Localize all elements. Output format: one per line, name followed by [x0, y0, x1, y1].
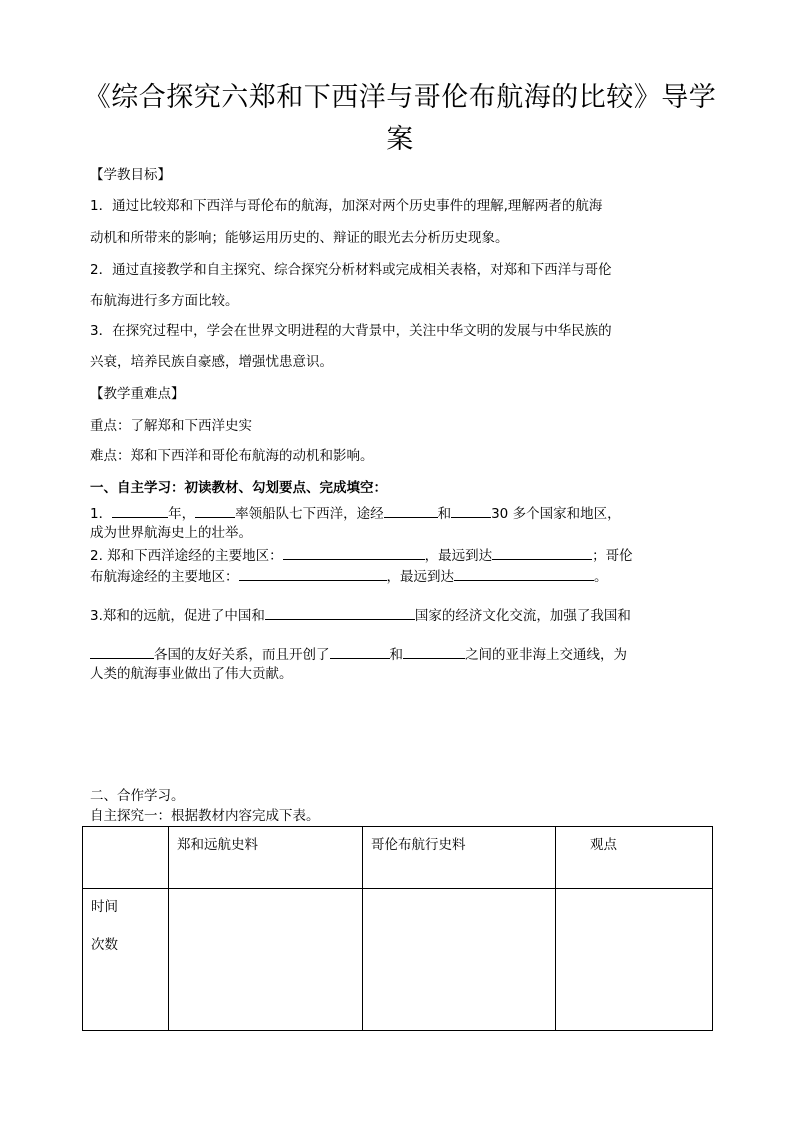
objective-2-line-1: 2．通过直接教学和自主探究、综合探究分析材料或完成相关表格，对郑和下西洋与哥伦 [90, 262, 612, 278]
objective-1-line-1: 1．通过比较郑和下西洋与哥伦布的航海，加深对两个历史事件的理解,理解两者的航海 [90, 198, 603, 214]
objective-3-line-2: 兴衰，培养民族自豪感，增强忧患意识。 [90, 354, 333, 370]
question-2-line-2 [90, 566, 608, 587]
objectives-heading: 【学教目标】 [90, 167, 171, 183]
q2-blank-zheng-regions[interactable] [283, 545, 425, 560]
q1-text-and: 和 [437, 506, 452, 522]
q2-text-f: 。 [594, 569, 608, 585]
row-label-time: 时间 [91, 899, 118, 915]
objective-3-line-1: 3．在探究过程中，学会在世界文明进程的大背景中，关注中华文明的发展与中华民族的 [90, 323, 612, 339]
question-3-line-3: 人类的航海事业做出了伟大贡献。 [90, 666, 293, 682]
section-2-subheading: 自主探究一：根据教材内容完成下表。 [90, 808, 320, 824]
question-3-line-2 [90, 644, 627, 665]
table-cell-zheng-he[interactable] [169, 889, 363, 1031]
table-header-columbus: 哥伦布航行史料 [363, 827, 556, 889]
q1-text-year: 年， [168, 506, 196, 522]
question-1-line-1 [90, 503, 621, 524]
table-header-corner [83, 827, 169, 889]
question-2-line-1 [90, 545, 633, 566]
q1-blank-region-2[interactable] [451, 503, 491, 518]
q2-blank-columbus-regions[interactable] [239, 566, 387, 581]
table-row [83, 889, 713, 1031]
objective-2-line-2: 布航海进行多方面比较。 [90, 293, 239, 309]
q2-text-b: ，最远到达 [424, 548, 493, 564]
q1-blank-person[interactable] [195, 503, 235, 518]
key-points-heading: 【教学重难点】 [90, 386, 185, 402]
q3-blank-place-2[interactable] [403, 644, 465, 659]
q3-blank-place-1[interactable] [330, 644, 390, 659]
question-1-line-2: 成为世界航海史上的壮举。 [90, 525, 252, 541]
table-cell-columbus[interactable] [363, 889, 556, 1031]
question-3-line-1 [90, 605, 631, 626]
q1-text-lead: 率领船队七下西洋，途经 [235, 506, 384, 522]
q1-blank-region-1[interactable] [384, 503, 438, 518]
table-cell-viewpoint[interactable] [556, 889, 713, 1031]
comparison-table [82, 826, 713, 1031]
q2-blank-columbus-farthest[interactable] [454, 566, 594, 581]
q2-blank-zheng-farthest[interactable] [492, 545, 592, 560]
q2-text-c: ；哥伦 [592, 548, 633, 564]
q1-blank-year[interactable] [112, 503, 168, 518]
q3-blank-region[interactable] [90, 644, 154, 659]
q3-text-e: 之间的亚非海上交通线，为 [465, 647, 627, 663]
q3-text-c: 各国的友好关系，而且开创了 [154, 647, 330, 663]
q3-blank-countries[interactable] [265, 605, 415, 620]
section-2-heading: 二、合作学习。 [90, 788, 185, 804]
page-title: 《综合探究六郑和下西洋与哥伦布航海的比较》导学 [83, 82, 717, 113]
objective-1-line-2: 动机和所带来的影响；能够运用历史的、辩证的眼光去分析历史现象。 [90, 230, 509, 246]
row-label-count: 次数 [91, 937, 118, 953]
key-point: 重点：了解郑和下西洋史实 [90, 418, 252, 434]
q2-text-e: ，最远到达 [386, 569, 454, 585]
difficulty-point: 难点：郑和下西洋和哥伦布航海的动机和影响。 [90, 448, 374, 464]
table-header-zheng-he: 郑和远航史料 [169, 827, 363, 889]
page-title-continued: 案 [386, 124, 414, 155]
q2-text-a: 2. 郑和下西洋途经的主要地区： [90, 548, 283, 564]
q3-text-b: 国家的经济文化交流，加强了我国和 [414, 608, 631, 624]
q3-text-a: 3.郑和的远航，促进了中国和 [90, 608, 265, 624]
section-1-heading: 一、自主学习：初读教材、勾划要点、完成填空： [90, 480, 387, 496]
q2-text-d: 布航海途经的主要地区： [90, 569, 239, 585]
q3-text-d: 和 [389, 647, 403, 663]
table-header-viewpoint: 观点 [556, 827, 713, 889]
table-row-label [83, 889, 169, 1031]
q1-text-tail: 30 多个国家和地区， [491, 506, 621, 522]
q1-number: 1． [90, 506, 113, 522]
table-header-row [83, 827, 713, 889]
